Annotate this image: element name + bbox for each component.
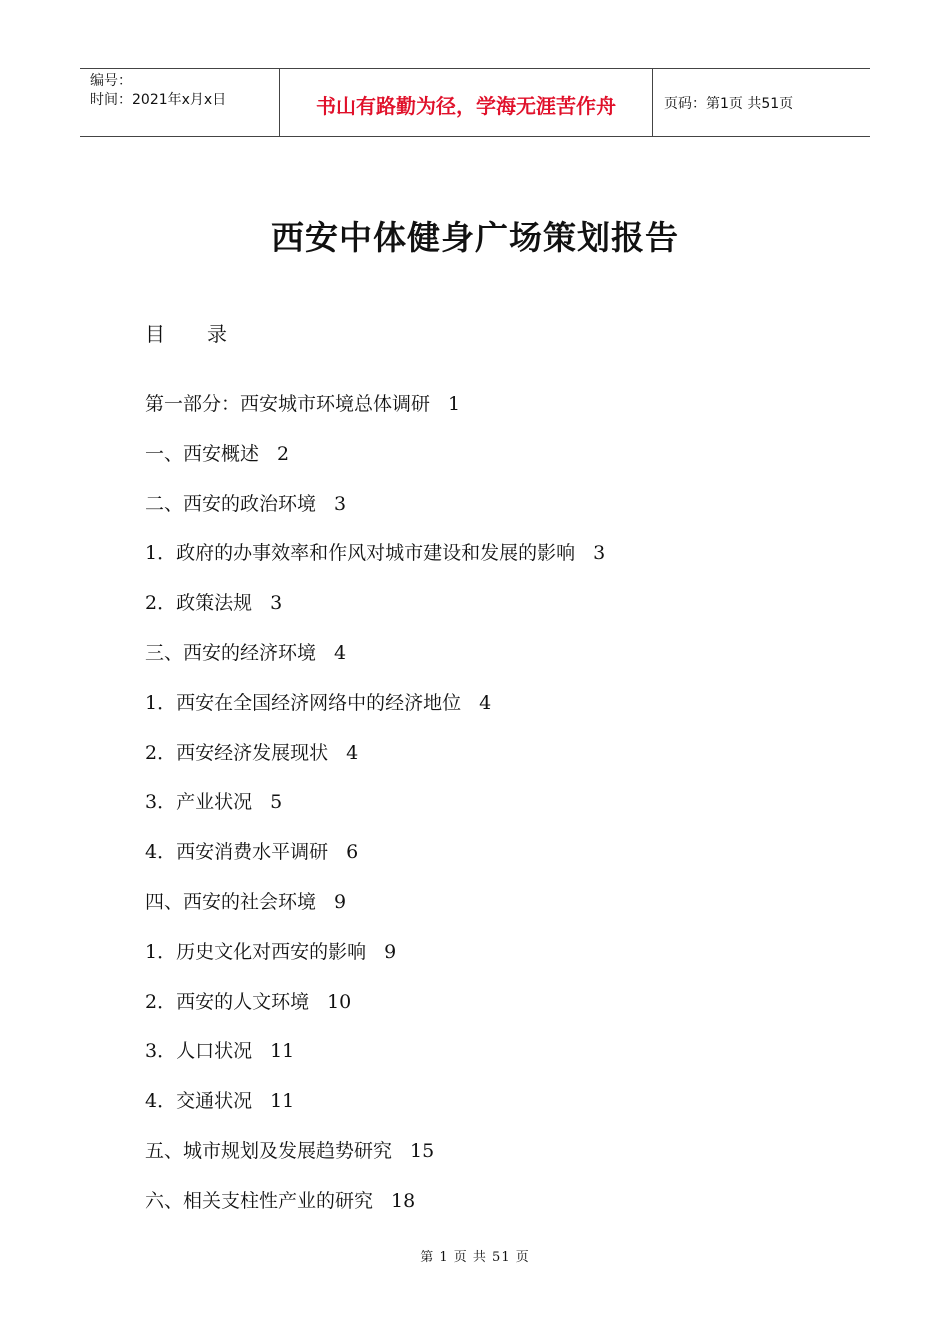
time-label: 时间：2021年x月x日 (90, 92, 227, 108)
toc-entry[interactable] (145, 790, 605, 840)
toc-entry-text: 第一部分：西安城市环境总体调研 (145, 393, 431, 415)
toc-entry-page: 1 (448, 393, 461, 415)
toc-entry-page: 4 (479, 691, 492, 714)
toc-entry[interactable] (145, 1189, 605, 1239)
toc-entry[interactable] (145, 492, 605, 542)
toc-entry-text: 4．西安消费水平调研 (145, 841, 329, 864)
toc-entry-text: 3．产业状况 (145, 791, 253, 814)
toc-entry-text: 2．西安的人文环境 (145, 990, 310, 1013)
toc-entry-page: 3 (334, 492, 347, 515)
toc-entry[interactable] (145, 940, 605, 990)
toc-entry[interactable] (145, 890, 605, 940)
toc-entry[interactable] (145, 840, 605, 890)
toc-entry-page: 3 (593, 542, 606, 565)
page-footer: 第 1 页 共 51 页 (420, 1250, 530, 1265)
toc-entry-page: 4 (334, 641, 347, 664)
toc-entry-page: 11 (270, 1040, 295, 1063)
header-page-info: 页码：第1页 共51页 (664, 95, 794, 112)
toc-entry-page: 18 (391, 1189, 416, 1212)
toc-entry-page: 4 (346, 741, 359, 764)
toc-entry-page: 2 (277, 442, 290, 465)
toc-entry-text: 二、西安的政治环境 (145, 492, 317, 515)
toc-entry-page: 15 (410, 1139, 435, 1162)
toc-entry-text: 四、西安的社会环境 (145, 890, 317, 913)
toc-entry-page: 5 (270, 791, 283, 814)
toc-entry[interactable] (145, 392, 605, 442)
toc-entry-text: 六、相关支柱性产业的研究 (145, 1189, 374, 1212)
toc-entry-page: 10 (327, 990, 352, 1013)
toc-entry[interactable] (145, 691, 605, 741)
header-motto: 书山有路勤为径，学海无涯苦作舟 (280, 69, 653, 136)
toc-entry-text: 1．政府的办事效率和作风对城市建设和发展的影响 (145, 542, 576, 565)
toc-entry[interactable] (145, 1089, 605, 1139)
toc-heading-char-2: 录 (207, 322, 227, 346)
document-title: 西安中体健身广场策划报告 (271, 218, 679, 257)
toc-entry[interactable] (145, 641, 605, 691)
toc-heading (145, 318, 227, 347)
toc-entry-text: 一、西安概述 (145, 442, 260, 465)
toc-entry-page: 6 (346, 841, 359, 864)
toc-entry-text: 3．人口状况 (145, 1040, 253, 1063)
toc-entry[interactable] (145, 741, 605, 791)
toc-entry-text: 2．政策法规 (145, 592, 253, 615)
toc-entry-text: 三、西安的经济环境 (145, 641, 317, 664)
toc-entry-page: 11 (270, 1090, 295, 1113)
toc-entry-text: 2．西安经济发展现状 (145, 741, 329, 764)
toc-entry[interactable] (145, 591, 605, 641)
toc-entry-text: 1．西安在全国经济网络中的经济地位 (145, 691, 462, 714)
toc-entry[interactable] (145, 442, 605, 492)
toc-entry-page: 9 (384, 940, 397, 963)
toc-entry-text: 五、城市规划及发展趋势研究 (145, 1139, 393, 1162)
toc-entry-page: 3 (270, 592, 283, 615)
toc-entry-text: 1．历史文化对西安的影响 (145, 940, 367, 963)
toc-entry[interactable] (145, 1139, 605, 1189)
toc-entry[interactable] (145, 1039, 605, 1089)
toc-entry-page: 9 (334, 890, 347, 913)
header-meta (80, 69, 280, 136)
toc-entry-text: 4．交通状况 (145, 1090, 253, 1113)
toc-entry[interactable] (145, 541, 605, 591)
toc-heading-char-1: 目 (145, 322, 165, 346)
document-header (80, 68, 870, 137)
toc-entry[interactable] (145, 990, 605, 1040)
number-label: 编号： (90, 73, 132, 89)
table-of-contents (145, 392, 605, 1239)
